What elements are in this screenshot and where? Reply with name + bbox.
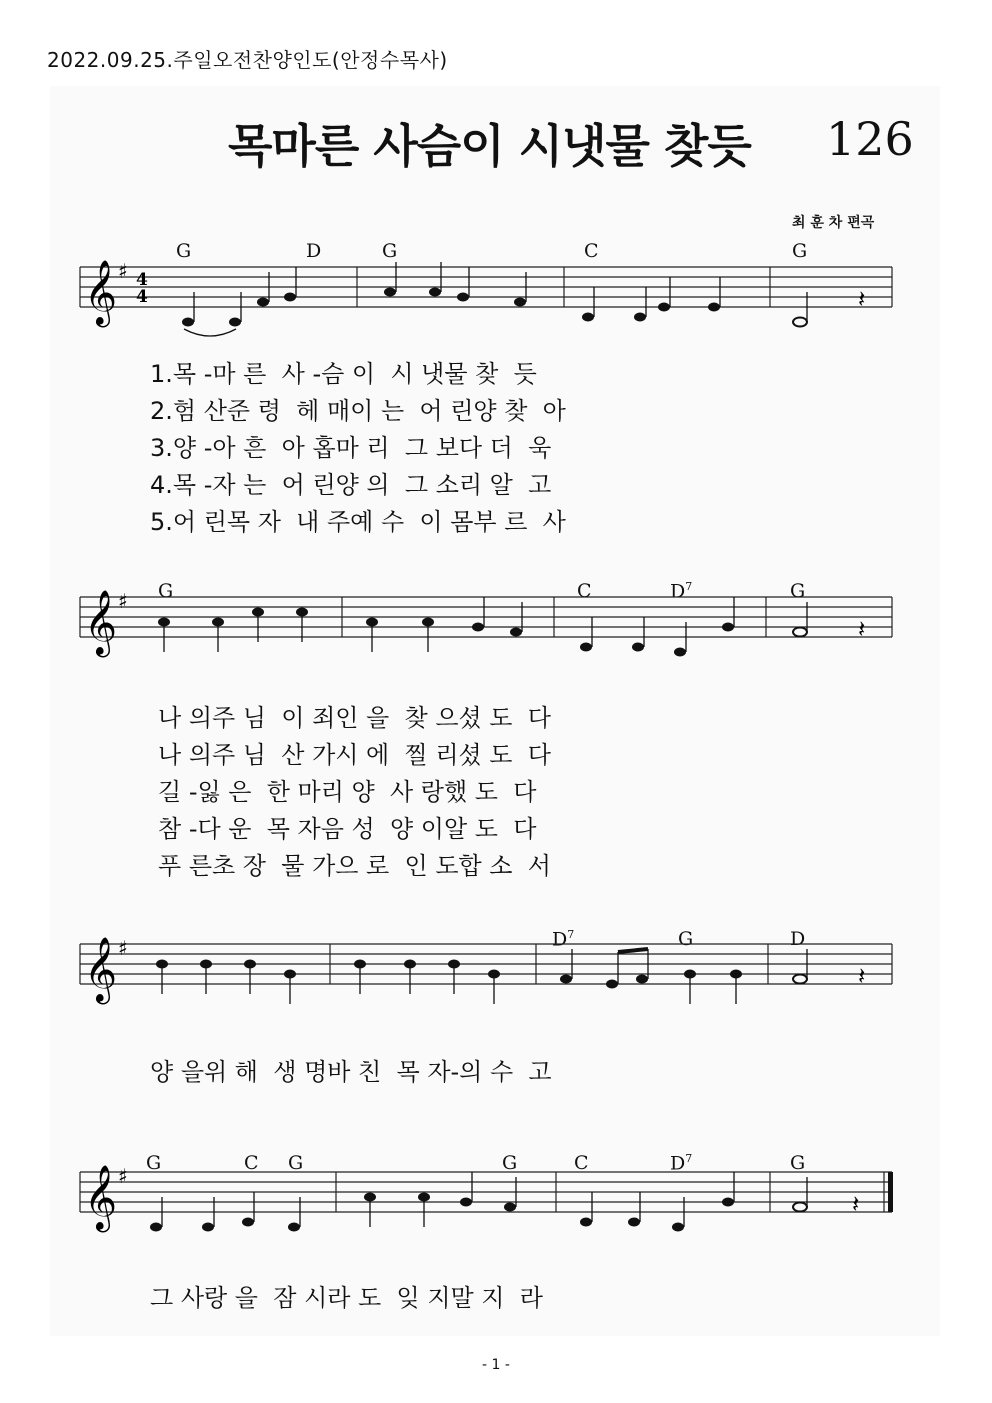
rest-icon: 𝄽 xyxy=(858,285,866,313)
lyric-line: 그 사랑 을 잠 시라 도 잊 지말 지 라 xyxy=(150,1284,543,1312)
chord: C xyxy=(574,1152,589,1174)
music-staff xyxy=(80,575,900,705)
rest-icon: 𝄽 xyxy=(858,615,866,643)
treble-clef-icon: 𝄞 xyxy=(84,260,118,325)
chord: G xyxy=(158,580,174,602)
chord: $D^7$ xyxy=(670,1152,693,1175)
chord: C xyxy=(244,1152,259,1174)
lyric-line: 양 을위 해 생 명바 친 목 자-의 수 고 xyxy=(150,1058,552,1086)
svg-text:4: 4 xyxy=(136,287,148,307)
chord: C xyxy=(584,240,599,262)
chord: C xyxy=(577,580,592,602)
chord: G xyxy=(288,1152,304,1174)
music-staff xyxy=(80,922,900,1052)
rest-icon: 𝄽 xyxy=(858,962,866,990)
rest-icon: 𝄽 xyxy=(852,1190,860,1218)
chord: $D^7$ xyxy=(552,928,575,951)
sharp-icon: ♯ xyxy=(118,259,128,283)
chord: G xyxy=(382,240,398,262)
lyric-line: 참 -다 운 목 자음 성 양 이알 도 다 xyxy=(158,815,537,843)
page-number: - 1 - xyxy=(482,1357,510,1373)
sharp-icon: ♯ xyxy=(118,936,128,960)
lyric-line: 1.목 -마 른 사 -슴 이 시 냇물 찾 듯 xyxy=(150,360,537,388)
lyric-line: 4.목 -자 는 어 린양 의 그 소리 알 고 xyxy=(150,471,552,499)
arranger-credit: 최 훈 차 편곡 xyxy=(792,215,875,231)
treble-clef-icon: 𝄞 xyxy=(84,1165,118,1230)
music-staff xyxy=(80,1150,900,1280)
chord: G xyxy=(790,580,806,602)
sharp-icon: ♯ xyxy=(118,589,128,613)
chord: G xyxy=(792,240,808,262)
chord: D xyxy=(306,240,322,262)
chord: G xyxy=(790,1152,806,1174)
lyric-line: 푸 른초 장 물 가으 로 인 도합 소 서 xyxy=(158,852,551,880)
lyric-line: 나 의주 님 산 가시 에 찔 리셨 도 다 xyxy=(158,741,551,769)
lyric-line: 길 -잃 은 한 마리 양 사 랑했 도 다 xyxy=(158,778,537,806)
lyric-line: 2.험 산준 령 헤 매이 는 어 린양 찾 아 xyxy=(150,397,566,425)
treble-clef-icon: 𝄞 xyxy=(84,937,118,1002)
chord: G xyxy=(678,928,694,950)
svg-text:4: 4 xyxy=(136,270,148,290)
sharp-icon: ♯ xyxy=(118,1164,128,1188)
lyric-line: 3.양 -아 흔 아 홉마 리 그 보다 더 욱 xyxy=(150,434,552,462)
hymn-number: 126 xyxy=(826,112,914,166)
hymn-title: 목마른 사슴이 시냇물 찾듯 xyxy=(228,119,751,173)
lyric-line: 나 의주 님 이 죄인 을 찾 으셨 도 다 xyxy=(158,704,551,732)
lyric-line: 5.어 린목 자 내 주예 수 이 몸부 르 사 xyxy=(150,508,566,536)
chord: $D^7$ xyxy=(670,580,693,603)
chord: G xyxy=(176,240,192,262)
treble-clef-icon: 𝄞 xyxy=(84,590,118,655)
document-header: 2022.09.25.주일오전찬양인도(안정수목사) xyxy=(47,48,448,72)
chord: D xyxy=(790,928,806,950)
chord: G xyxy=(146,1152,162,1174)
chord: G xyxy=(502,1152,518,1174)
